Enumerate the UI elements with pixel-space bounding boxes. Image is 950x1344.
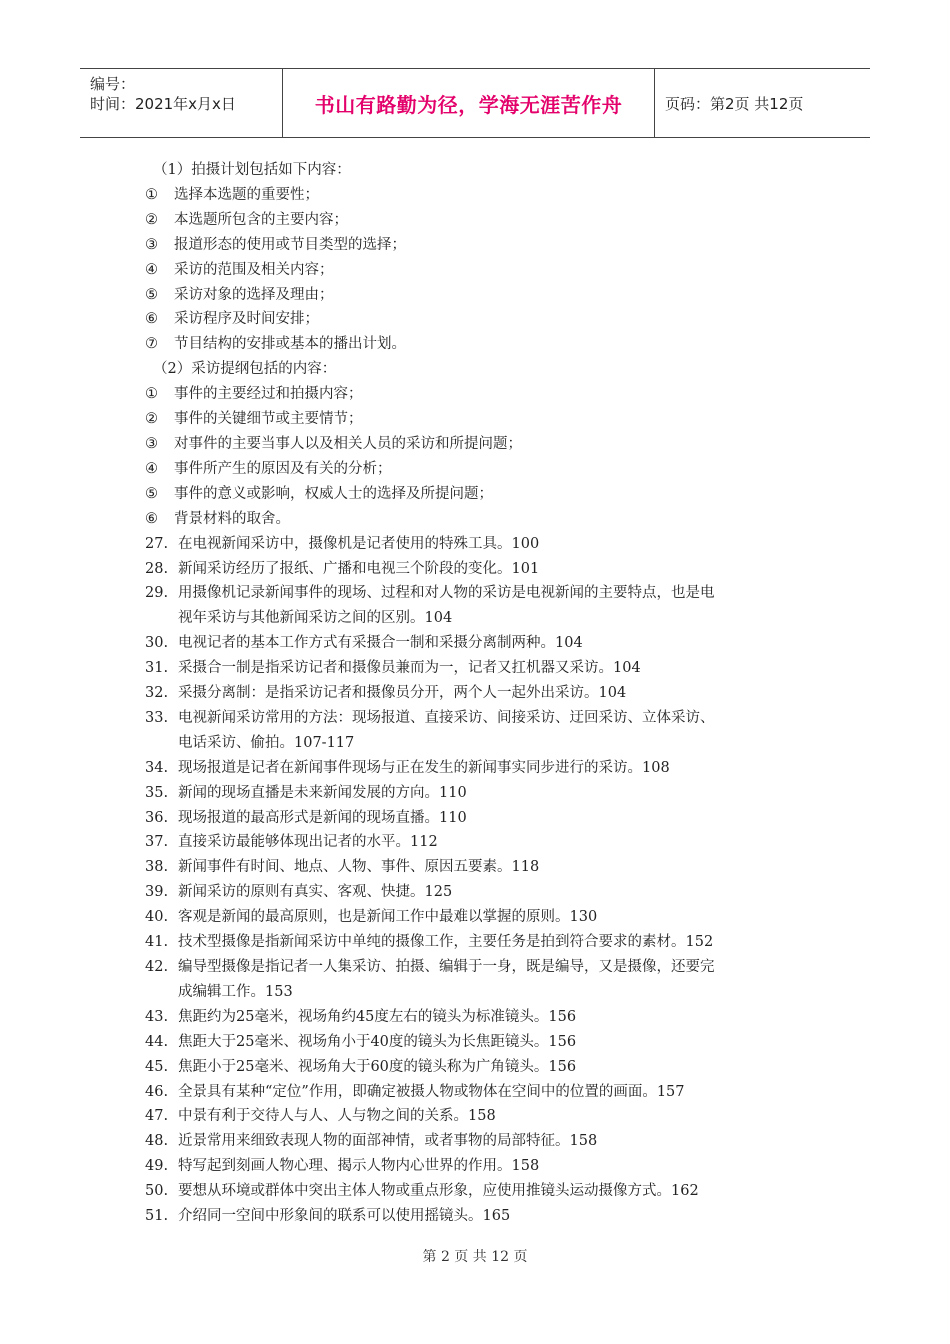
header-motto-cell <box>283 69 655 137</box>
list-item <box>145 1179 815 1204</box>
list-item-text: 新闻事件有时间、地点、人物、事件、原因五要素。118 <box>178 859 540 876</box>
list-item-text: 事件的意义或影响，权威人士的选择及所提问题； <box>174 485 493 502</box>
list-item-text: 现场报道的最高形式是新闻的现场直播。110 <box>178 809 467 826</box>
list-item <box>145 581 815 606</box>
list-item-marker: ① <box>145 186 158 203</box>
list-item-text: 介绍同一空间中形象间的联系可以使用摇镜头。165 <box>178 1208 511 1225</box>
list-item <box>145 482 815 507</box>
list-item-text: 选择本选题的重要性； <box>174 186 319 203</box>
list-item <box>145 1030 815 1055</box>
list-item-text: 客观是新闻的最高原则，也是新闻工作中最难以掌握的原则。130 <box>178 909 598 926</box>
list-item-text: 采摄分离制：是指采访记者和摄像员分开，两个人一起外出采访。104 <box>178 685 627 702</box>
list-item <box>145 557 815 582</box>
page-footer: 第 2 页 共 12 页 <box>422 1249 528 1265</box>
list-item-marker: ⑤ <box>145 485 158 502</box>
list-item-text: 中景有利于交待人与人、人与物之间的关系。158 <box>178 1108 496 1125</box>
list-item-text: 新闻的现场直播是未来新闻发展的方向。110 <box>178 784 467 801</box>
list-item <box>145 532 815 557</box>
list-item-text: 报道形态的使用或节目类型的选择； <box>174 236 406 253</box>
list-item-marker: 30. <box>145 635 169 652</box>
list-item-marker: 41. <box>145 934 169 951</box>
list-item <box>145 930 815 955</box>
list-item-marker: 46. <box>145 1083 169 1100</box>
list-item-text: 现场报道是记者在新闻事件现场与正在发生的新闻事实同步进行的采访。108 <box>178 759 670 776</box>
list-item-marker: ⑥ <box>145 510 158 527</box>
list-item <box>145 955 815 980</box>
section-heading <box>145 357 815 382</box>
list-item-marker: 37. <box>145 834 169 851</box>
list-item <box>145 830 815 855</box>
list-item-text: 节目结构的安排或基本的播出计划。 <box>174 336 406 353</box>
list-item-marker: 50. <box>145 1183 169 1200</box>
list-item-marker: 47. <box>145 1108 169 1125</box>
list-item <box>145 855 815 880</box>
list-item <box>145 208 815 233</box>
list-item-text: 要想从环境或群体中突出主体人物或重点形象，应使用推镜头运动摄像方式。162 <box>178 1183 699 1200</box>
list-item-marker: 48. <box>145 1133 169 1150</box>
list-item-text: 事件的主要经过和拍摄内容； <box>174 386 363 403</box>
list-item <box>145 781 815 806</box>
list-item <box>145 507 815 532</box>
list-item-text: 采摄合一制是指采访记者和摄像员兼而为一，记者又扛机器又采访。104 <box>178 660 641 677</box>
page-header <box>80 68 870 138</box>
list-item-marker: 31. <box>145 660 169 677</box>
list-item <box>145 631 815 656</box>
list-item-text: 全景具有某种“定位”作用，即确定被摄人物或物体在空间中的位置的画面。157 <box>178 1083 685 1100</box>
list-item-marker: 32. <box>145 685 169 702</box>
list-item-text: 直接采访最能够体现出记者的水平。112 <box>178 834 438 851</box>
list-item-text: 新闻采访经历了报纸、广播和电视三个阶段的变化。101 <box>178 560 540 577</box>
list-item-marker: ③ <box>145 236 158 253</box>
list-item-text: 编导型摄像是指记者一人集采访、拍摄、编辑于一身，既是编导，又是摄像，还要完 <box>178 959 715 975</box>
list-item-marker: ① <box>145 386 158 403</box>
list-item-text: 采访的范围及相关内容； <box>174 261 334 278</box>
header-meta-cell <box>80 69 283 137</box>
list-item <box>145 806 815 831</box>
list-item-marker: 28. <box>145 560 169 577</box>
list-item-marker: ③ <box>145 435 158 452</box>
section-heading <box>145 158 815 183</box>
list-item-marker: 34. <box>145 759 169 776</box>
list-item-continuation <box>145 731 815 756</box>
list-item-text: （2）采访提纲包括的内容： <box>153 361 337 378</box>
list-item-text: 在电视新闻采访中，摄像机是记者使用的特殊工具。100 <box>178 535 540 552</box>
list-item-marker: ⑦ <box>145 336 158 353</box>
list-item-text: 本选题所包含的主要内容； <box>174 211 348 228</box>
list-item <box>145 233 815 258</box>
list-item <box>145 905 815 930</box>
list-item-marker: 44. <box>145 1033 169 1050</box>
list-item <box>145 183 815 208</box>
list-item <box>145 1204 815 1229</box>
list-item-continuation <box>145 980 815 1005</box>
list-item-text: 视年采访与其他新闻采访之间的区别。104 <box>178 610 453 627</box>
list-item-marker: 38. <box>145 859 169 876</box>
list-item <box>145 307 815 332</box>
list-item-marker: ② <box>145 211 158 228</box>
document-body <box>145 158 815 1229</box>
list-item-text: 采访对象的选择及理由； <box>174 286 334 303</box>
list-item-text: 事件所产生的原因及有关的分析； <box>174 460 392 477</box>
doc-date-label: 时间：2021年x月x日 <box>90 95 236 113</box>
list-item <box>145 407 815 432</box>
list-item-marker: 43. <box>145 1008 169 1025</box>
list-item-marker: 36. <box>145 809 169 826</box>
list-item-text: 近景常用来细致表现人物的面部神情，或者事物的局部特征。158 <box>178 1133 598 1150</box>
list-item <box>145 457 815 482</box>
list-item-text: 特写起到刻画人物心理、揭示人物内心世界的作用。158 <box>178 1158 540 1175</box>
list-item-text: 背景材料的取舍。 <box>174 510 290 527</box>
list-item-text: 技术型摄像是指新闻采访中单纯的摄像工作，主要任务是拍到符合要求的素材。152 <box>178 934 714 951</box>
list-item-marker: 51. <box>145 1208 169 1225</box>
list-item-continuation <box>145 606 815 631</box>
list-item-text: （1）拍摄计划包括如下内容： <box>153 162 351 178</box>
list-item-marker: ⑥ <box>145 311 158 328</box>
list-item-marker: 45. <box>145 1058 169 1075</box>
list-item-marker: ⑤ <box>145 286 158 303</box>
list-item-marker: ④ <box>145 261 158 278</box>
list-item <box>145 756 815 781</box>
list-item-text: 新闻采访的原则有真实、客观、快捷。125 <box>178 884 453 901</box>
list-item-text: 用摄像机记录新闻事件的现场、过程和对人物的采访是电视新闻的主要特点，也是电 <box>178 585 715 602</box>
list-item <box>145 1055 815 1080</box>
list-item-text: 电话采访、偷拍。107-117 <box>178 734 355 751</box>
list-item-text: 对事件的主要当事人以及相关人员的采访和所提问题； <box>174 435 522 452</box>
list-item-marker: 35. <box>145 784 169 801</box>
list-item-marker: 29. <box>145 585 169 602</box>
list-item <box>145 656 815 681</box>
header-motto: 书山有路勤为径，学海无涯苦作舟 <box>314 92 623 117</box>
list-item-marker: ④ <box>145 460 158 477</box>
list-item <box>145 1080 815 1105</box>
list-item <box>145 1104 815 1129</box>
list-item-text: 焦距约为25毫米，视场角约45度左右的镜头为标准镜头。156 <box>178 1008 577 1025</box>
list-item-text: 电视记者的基本工作方式有采摄合一制和采摄分离制两种。104 <box>178 635 583 652</box>
list-item-text: 成编辑工作。153 <box>178 983 293 1000</box>
list-item <box>145 283 815 308</box>
doc-code-label: 编号： <box>90 75 136 93</box>
list-item <box>145 1005 815 1030</box>
list-item <box>145 681 815 706</box>
header-page-cell <box>655 69 870 137</box>
list-item <box>145 258 815 283</box>
list-item-text: 焦距大于25毫米、视场角小于40度的镜头为长焦距镜头。156 <box>178 1033 577 1050</box>
list-item <box>145 382 815 407</box>
list-item <box>145 1154 815 1179</box>
list-item-marker: 40. <box>145 909 169 926</box>
list-item-marker: 42. <box>145 959 169 975</box>
list-item-marker: 39. <box>145 884 169 901</box>
list-item-marker: 33. <box>145 709 169 726</box>
list-item <box>145 432 815 457</box>
list-item-text: 焦距小于25毫米、视场角大于60度的镜头称为广角镜头。156 <box>178 1058 577 1075</box>
list-item <box>145 332 815 357</box>
list-item-marker: 27. <box>145 535 169 552</box>
list-item-text: 采访程序及时间安排； <box>174 311 319 328</box>
list-item-text: 事件的关键细节或主要情节； <box>174 411 363 428</box>
list-item <box>145 880 815 905</box>
list-item-marker: 49. <box>145 1158 169 1175</box>
list-item-marker: ② <box>145 411 158 428</box>
list-item <box>145 706 815 731</box>
list-item <box>145 1129 815 1154</box>
list-item-text: 电视新闻采访常用的方法：现场报道、直接采访、间接采访、迂回采访、立体采访、 <box>178 709 715 726</box>
header-page-label: 页码：第2页 共12页 <box>665 94 804 113</box>
